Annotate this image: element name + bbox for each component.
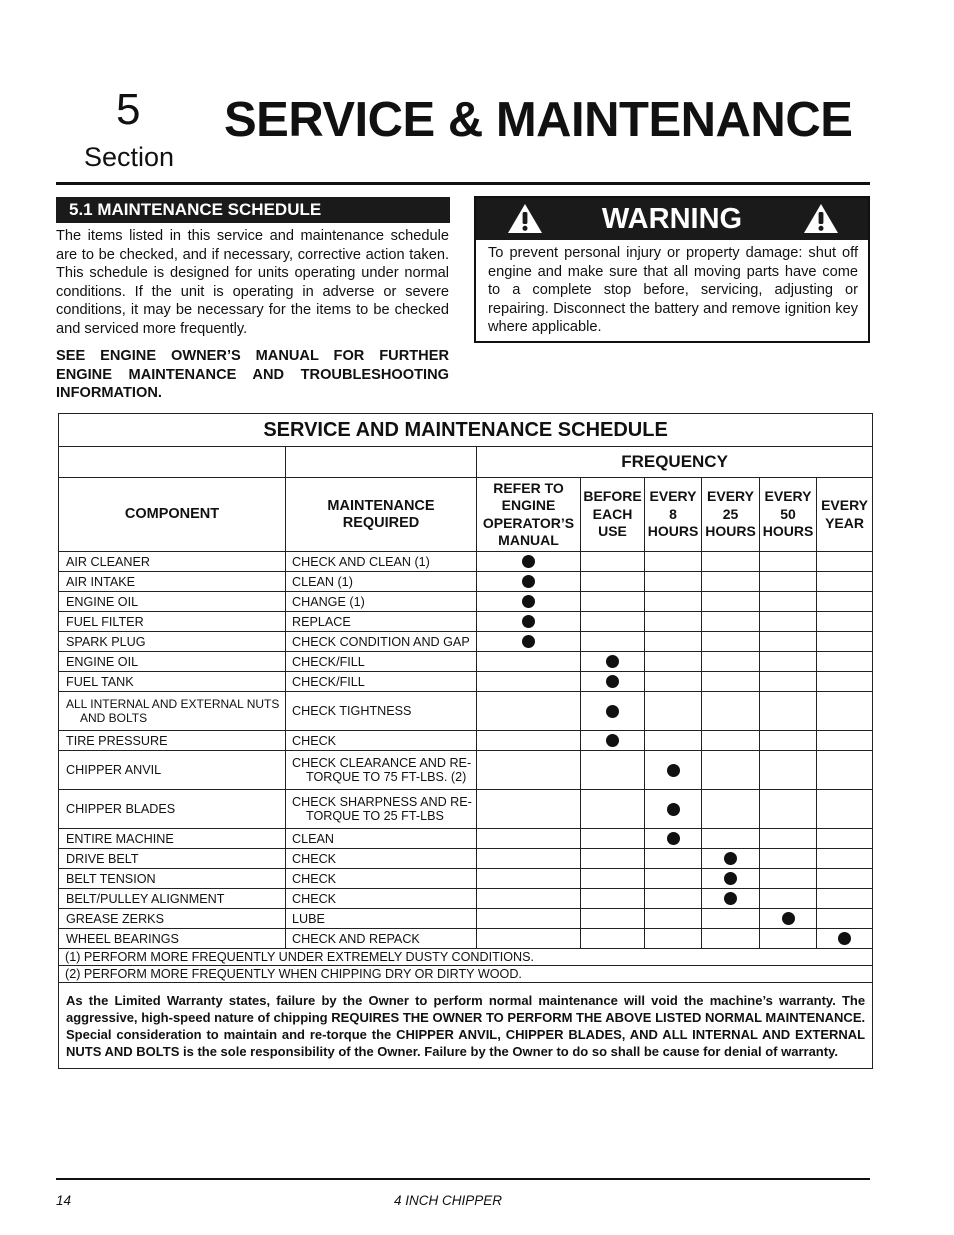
maintenance-cell-line: CHECK CLEARANCE AND RE- <box>292 756 472 770</box>
frequency-cell <box>645 929 702 949</box>
component-cell-line: ENGINE OIL <box>66 654 139 669</box>
frequency-cell <box>817 849 873 869</box>
schedule-dot-icon <box>522 595 535 608</box>
section-label: Section <box>84 142 175 172</box>
maintenance-cell <box>286 612 477 632</box>
footer-rule <box>56 1178 870 1180</box>
maintenance-cell-line: REPLACE <box>292 614 351 629</box>
frequency-cell <box>645 572 702 592</box>
component-cell-line: BELT/PULLEY ALIGNMENT <box>66 891 225 906</box>
frequency-cell <box>702 909 760 929</box>
header-line: 8 <box>669 505 677 522</box>
frequency-cell <box>645 672 702 692</box>
component-cell <box>59 672 286 692</box>
component-cell-line: SPARK PLUG <box>66 634 146 649</box>
frequency-cell <box>477 889 581 909</box>
table-row <box>59 849 873 869</box>
frequency-cell <box>581 790 645 829</box>
section-number: 5 <box>116 85 141 134</box>
table-row <box>59 612 873 632</box>
frequency-cell <box>817 829 873 849</box>
table-row <box>59 632 873 652</box>
title-rule <box>56 182 870 185</box>
frequency-cell <box>702 652 760 672</box>
frequency-cell <box>702 632 760 652</box>
maintenance-cell-line: CHECK <box>292 891 337 906</box>
warning-title: WARNING <box>601 203 743 235</box>
intro-paragraph: The items listed in this service and maintenance schedule are to be checked, and if necessary, corrective action taken. This schedule is designed for units operating under normal conditions. If the unit is operating in adverse or severe conditions, it may be necessary for the items to be checked and serviced more frequently. <box>56 228 449 337</box>
frequency-cell <box>702 552 760 572</box>
maintenance-cell <box>286 672 477 692</box>
table-row <box>59 889 873 909</box>
frequency-cell <box>817 572 873 592</box>
maintenance-cell <box>286 869 477 889</box>
schedule-dot-icon <box>724 892 737 905</box>
frequency-cell <box>702 592 760 612</box>
table-row <box>59 929 873 949</box>
frequency-cell <box>581 612 645 632</box>
frequency-cell <box>702 929 760 949</box>
maintenance-cell <box>286 829 477 849</box>
maintenance-cell-line: CLEAN (1) <box>292 574 353 589</box>
schedule-dot-icon <box>667 764 680 777</box>
header-line: 50 <box>780 505 796 522</box>
table-row <box>59 592 873 612</box>
frequency-cell <box>477 672 581 692</box>
frequency-cell <box>581 592 645 612</box>
warning-header <box>476 198 868 240</box>
frequency-cell <box>817 612 873 632</box>
maintenance-cell <box>286 790 477 829</box>
maintenance-cell <box>286 652 477 672</box>
maintenance-cell-line: CHANGE (1) <box>292 594 365 609</box>
header-line: EVERY <box>764 488 812 505</box>
maintenance-cell <box>286 929 477 949</box>
frequency-cell <box>817 790 873 829</box>
frequency-cell <box>817 731 873 751</box>
frequency-cell <box>477 909 581 929</box>
frequency-cell <box>645 632 702 652</box>
frequency-cell <box>581 572 645 592</box>
frequency-cell <box>477 849 581 869</box>
component-cell-line: ALL INTERNAL AND EXTERNAL NUTS <box>66 697 280 711</box>
component-cell <box>59 632 286 652</box>
frequency-cell <box>581 829 645 849</box>
frequency-cell <box>477 552 581 572</box>
component-cell <box>59 731 286 751</box>
header-spacer <box>286 447 477 478</box>
header-line: MANUAL <box>498 532 559 548</box>
component-column-header: COMPONENT <box>59 478 286 552</box>
frequency-cell <box>645 552 702 572</box>
component-cell-line: DRIVE BELT <box>66 851 139 866</box>
component-cell-line: ENTIRE MACHINE <box>66 831 174 846</box>
frequency-cell <box>817 889 873 909</box>
frequency-cell <box>702 869 760 889</box>
table-row <box>59 652 873 672</box>
component-cell <box>59 751 286 790</box>
frequency-cell <box>817 552 873 572</box>
maintenance-cell-line: CHECK <box>292 733 337 748</box>
component-cell-line: AIR CLEANER <box>66 554 150 569</box>
table-row <box>59 672 873 692</box>
frequency-cell <box>477 572 581 592</box>
schedule-dot-icon <box>522 575 535 588</box>
maintenance-cell <box>286 731 477 751</box>
warning-box <box>474 196 870 343</box>
component-cell <box>59 652 286 672</box>
warning-triangle-icon <box>802 202 840 235</box>
maintenance-cell-line: CHECK SHARPNESS AND RE- <box>292 795 472 809</box>
frequency-cell <box>645 612 702 632</box>
frequency-cell <box>645 592 702 612</box>
frequency-cell <box>477 929 581 949</box>
table-row <box>59 731 873 751</box>
component-cell-line: ENGINE OIL <box>66 594 139 609</box>
frequency-cell <box>702 790 760 829</box>
table-row <box>59 692 873 731</box>
maintenance-cell <box>286 889 477 909</box>
frequency-cell <box>645 652 702 672</box>
maintenance-cell <box>286 692 477 731</box>
header-line: YEAR <box>825 514 864 531</box>
maintenance-cell-line: TORQUE TO 75 FT-LBS. (2) <box>306 770 467 784</box>
maintenance-cell <box>286 552 477 572</box>
frequency-cell <box>477 612 581 632</box>
footnote: (2) PERFORM MORE FREQUENTLY WHEN CHIPPING DRY OR DIRTY WOOD. <box>59 966 873 983</box>
warning-text: To prevent personal injury or property damage: shut off engine and make sure that all moving parts have come to a complete stop before, servicing, adjusting or repairing. Disconnect the battery and remove ignition key where applicable. <box>488 245 858 336</box>
frequency-cell <box>581 751 645 790</box>
maintenance-cell <box>286 632 477 652</box>
schedule-dot-icon <box>606 734 619 747</box>
frequency-cell <box>581 869 645 889</box>
maintenance-cell-line: CHECK TIGHTNESS <box>292 704 412 718</box>
schedule-dot-icon <box>724 852 737 865</box>
frequency-cell <box>645 829 702 849</box>
frequency-cell <box>817 751 873 790</box>
frequency-cell <box>760 632 817 652</box>
maintenance-column-header: MAINTENANCE REQUIRED <box>286 478 477 552</box>
component-cell-line: WHEEL BEARINGS <box>66 931 179 946</box>
frequency-cell <box>760 731 817 751</box>
schedule-dot-icon <box>667 832 680 845</box>
frequency-cell <box>477 751 581 790</box>
document-title: 4 INCH CHIPPER <box>394 1193 503 1208</box>
header-line: USE <box>598 523 627 540</box>
frequency-cell <box>760 829 817 849</box>
frequency-cell <box>760 552 817 572</box>
component-cell <box>59 612 286 632</box>
frequency-cell <box>645 692 702 731</box>
component-cell-line: BELT TENSION <box>66 871 156 886</box>
header-line: HOURS <box>647 523 699 540</box>
frequency-cell <box>581 909 645 929</box>
frequency-cell <box>645 849 702 869</box>
maintenance-cell-line: CHECK AND REPACK <box>292 931 420 946</box>
frequency-cell <box>645 909 702 929</box>
frequency-cell <box>477 829 581 849</box>
page-title: SERVICE & MAINTENANCE <box>224 93 853 147</box>
frequency-cell <box>760 929 817 949</box>
component-cell <box>59 829 286 849</box>
maintenance-cell-line: CHECK CONDITION AND GAP <box>292 634 470 649</box>
frequency-cell <box>645 889 702 909</box>
frequency-cell <box>477 592 581 612</box>
component-cell-line: CHIPPER BLADES <box>66 802 176 816</box>
component-cell <box>59 790 286 829</box>
frequency-cell <box>702 731 760 751</box>
frequency-cell <box>702 829 760 849</box>
frequency-cell <box>702 612 760 632</box>
table-row <box>59 869 873 889</box>
frequency-cell <box>760 909 817 929</box>
frequency-column-header <box>645 478 702 552</box>
maintenance-cell-line: CHECK/FILL <box>292 654 365 669</box>
frequency-cell <box>760 672 817 692</box>
frequency-cell <box>581 552 645 572</box>
frequency-cell <box>702 672 760 692</box>
frequency-column-header <box>702 478 760 552</box>
component-cell <box>59 572 286 592</box>
component-cell <box>59 889 286 909</box>
warranty-notice: As the Limited Warranty states, failure by the Owner to perform normal maintenance will void the machine’s warranty. The aggressive, high-speed nature of chipping REQUIRES THE OWNER TO PERFORM THE ABOVE LISTED NORMAL MAINTENANCE. Special consideration to maintain and re-torque the CHIPPER ANVIL, CHIPPER BLADES, AND ALL INTERNAL AND EXTERNAL NUTS AND BOLTS is the sole responsibility of the Owner. Failure by the Owner to do so shall be cause for denial of warranty. <box>59 983 873 1069</box>
component-cell <box>59 909 286 929</box>
maintenance-cell-line: CHECK AND CLEAN (1) <box>292 554 430 569</box>
frequency-cell <box>477 790 581 829</box>
schedule-dot-icon <box>667 803 680 816</box>
maintenance-cell <box>286 849 477 869</box>
frequency-header: FREQUENCY <box>477 447 873 478</box>
table-row <box>59 751 873 790</box>
frequency-cell <box>477 632 581 652</box>
frequency-cell <box>817 592 873 612</box>
header-line: EACH <box>592 505 633 522</box>
schedule-dot-icon <box>838 932 851 945</box>
frequency-cell <box>817 929 873 949</box>
component-cell <box>59 692 286 731</box>
table-row <box>59 552 873 572</box>
frequency-cell <box>477 869 581 889</box>
maintenance-cell-line: CHECK <box>292 851 337 866</box>
frequency-column-header <box>817 478 873 552</box>
header-line: 25 <box>722 505 739 522</box>
maintenance-cell <box>286 751 477 790</box>
maintenance-cell-line: CHECK/FILL <box>292 674 365 689</box>
frequency-cell <box>760 652 817 672</box>
frequency-cell <box>702 572 760 592</box>
component-cell <box>59 929 286 949</box>
frequency-cell <box>760 869 817 889</box>
frequency-cell <box>702 849 760 869</box>
header-line: HOURS <box>762 523 814 540</box>
maintenance-cell <box>286 572 477 592</box>
frequency-cell <box>581 652 645 672</box>
frequency-cell <box>702 751 760 790</box>
schedule-dot-icon <box>522 635 535 648</box>
page-number: 14 <box>56 1193 72 1208</box>
schedule-dot-icon <box>522 615 535 628</box>
frequency-cell <box>581 632 645 652</box>
component-cell-line: AND BOLTS <box>80 711 148 725</box>
frequency-cell <box>581 731 645 751</box>
footnote: (1) PERFORM MORE FREQUENTLY UNDER EXTREMELY DUSTY CONDITIONS. <box>59 949 873 966</box>
schedule-dot-icon <box>606 675 619 688</box>
component-cell <box>59 552 286 572</box>
frequency-cell <box>645 731 702 751</box>
frequency-cell <box>477 692 581 731</box>
frequency-cell <box>645 751 702 790</box>
header-line: HOURS <box>705 523 756 540</box>
frequency-cell <box>477 652 581 672</box>
frequency-cell <box>760 889 817 909</box>
maintenance-cell-line: CHECK <box>292 871 337 886</box>
component-cell-line: AIR INTAKE <box>66 574 136 589</box>
frequency-cell <box>760 612 817 632</box>
frequency-cell <box>645 790 702 829</box>
component-cell-line: GREASE ZERKS <box>66 911 164 926</box>
frequency-cell <box>817 672 873 692</box>
frequency-cell <box>477 731 581 751</box>
frequency-cell <box>702 692 760 731</box>
header-line: ENGINE <box>501 497 556 513</box>
frequency-column-header <box>760 478 817 552</box>
maintenance-cell <box>286 909 477 929</box>
schedule-dot-icon <box>522 555 535 568</box>
maintenance-cell <box>286 592 477 612</box>
header-line: REFER TO <box>493 479 564 496</box>
header-line: EVERY <box>707 488 754 505</box>
maintenance-schedule-table <box>58 413 873 1069</box>
table-row <box>59 572 873 592</box>
component-cell <box>59 849 286 869</box>
header-line: EVERY <box>649 488 697 505</box>
table-row <box>59 829 873 849</box>
frequency-cell <box>581 692 645 731</box>
table-row <box>59 790 873 829</box>
schedule-dot-icon <box>724 872 737 885</box>
component-cell <box>59 592 286 612</box>
header-line: BEFORE <box>583 488 642 505</box>
frequency-cell <box>760 790 817 829</box>
header-line: EVERY <box>821 497 869 513</box>
maintenance-cell-line: TORQUE TO 25 FT-LBS <box>306 809 444 823</box>
header-spacer <box>59 447 286 478</box>
component-cell-line: FUEL TANK <box>66 674 134 689</box>
frequency-cell <box>760 592 817 612</box>
component-cell-line: TIRE PRESSURE <box>66 733 168 748</box>
frequency-cell <box>760 849 817 869</box>
frequency-cell <box>645 869 702 889</box>
schedule-dot-icon <box>606 655 619 668</box>
engine-manual-note: SEE ENGINE OWNER’S MANUAL FOR FURTHER ENGINE MAINTENANCE AND TROUBLESHOOTING INFORMATION. <box>56 348 449 402</box>
frequency-cell <box>581 849 645 869</box>
frequency-cell <box>581 929 645 949</box>
frequency-cell <box>817 692 873 731</box>
schedule-dot-icon <box>782 912 795 925</box>
frequency-cell <box>581 672 645 692</box>
table-title: SERVICE AND MAINTENANCE SCHEDULE <box>59 414 873 447</box>
frequency-cell <box>817 632 873 652</box>
frequency-cell <box>817 869 873 889</box>
component-cell <box>59 869 286 889</box>
frequency-column-header <box>477 478 581 552</box>
frequency-cell <box>581 889 645 909</box>
frequency-cell <box>760 751 817 790</box>
frequency-cell <box>760 692 817 731</box>
maintenance-schedule-heading: 5.1 MAINTENANCE SCHEDULE <box>56 197 450 223</box>
table-row <box>59 909 873 929</box>
header-line: OPERATOR’S <box>482 514 575 531</box>
component-cell-line: CHIPPER ANVIL <box>66 763 162 777</box>
frequency-cell <box>817 652 873 672</box>
maintenance-cell-line: CLEAN <box>292 831 334 846</box>
frequency-cell <box>817 909 873 929</box>
frequency-column-header <box>581 478 645 552</box>
frequency-cell <box>760 572 817 592</box>
maintenance-cell-line: LUBE <box>292 911 325 926</box>
schedule-dot-icon <box>606 705 619 718</box>
component-cell-line: FUEL FILTER <box>66 614 144 629</box>
frequency-cell <box>702 889 760 909</box>
